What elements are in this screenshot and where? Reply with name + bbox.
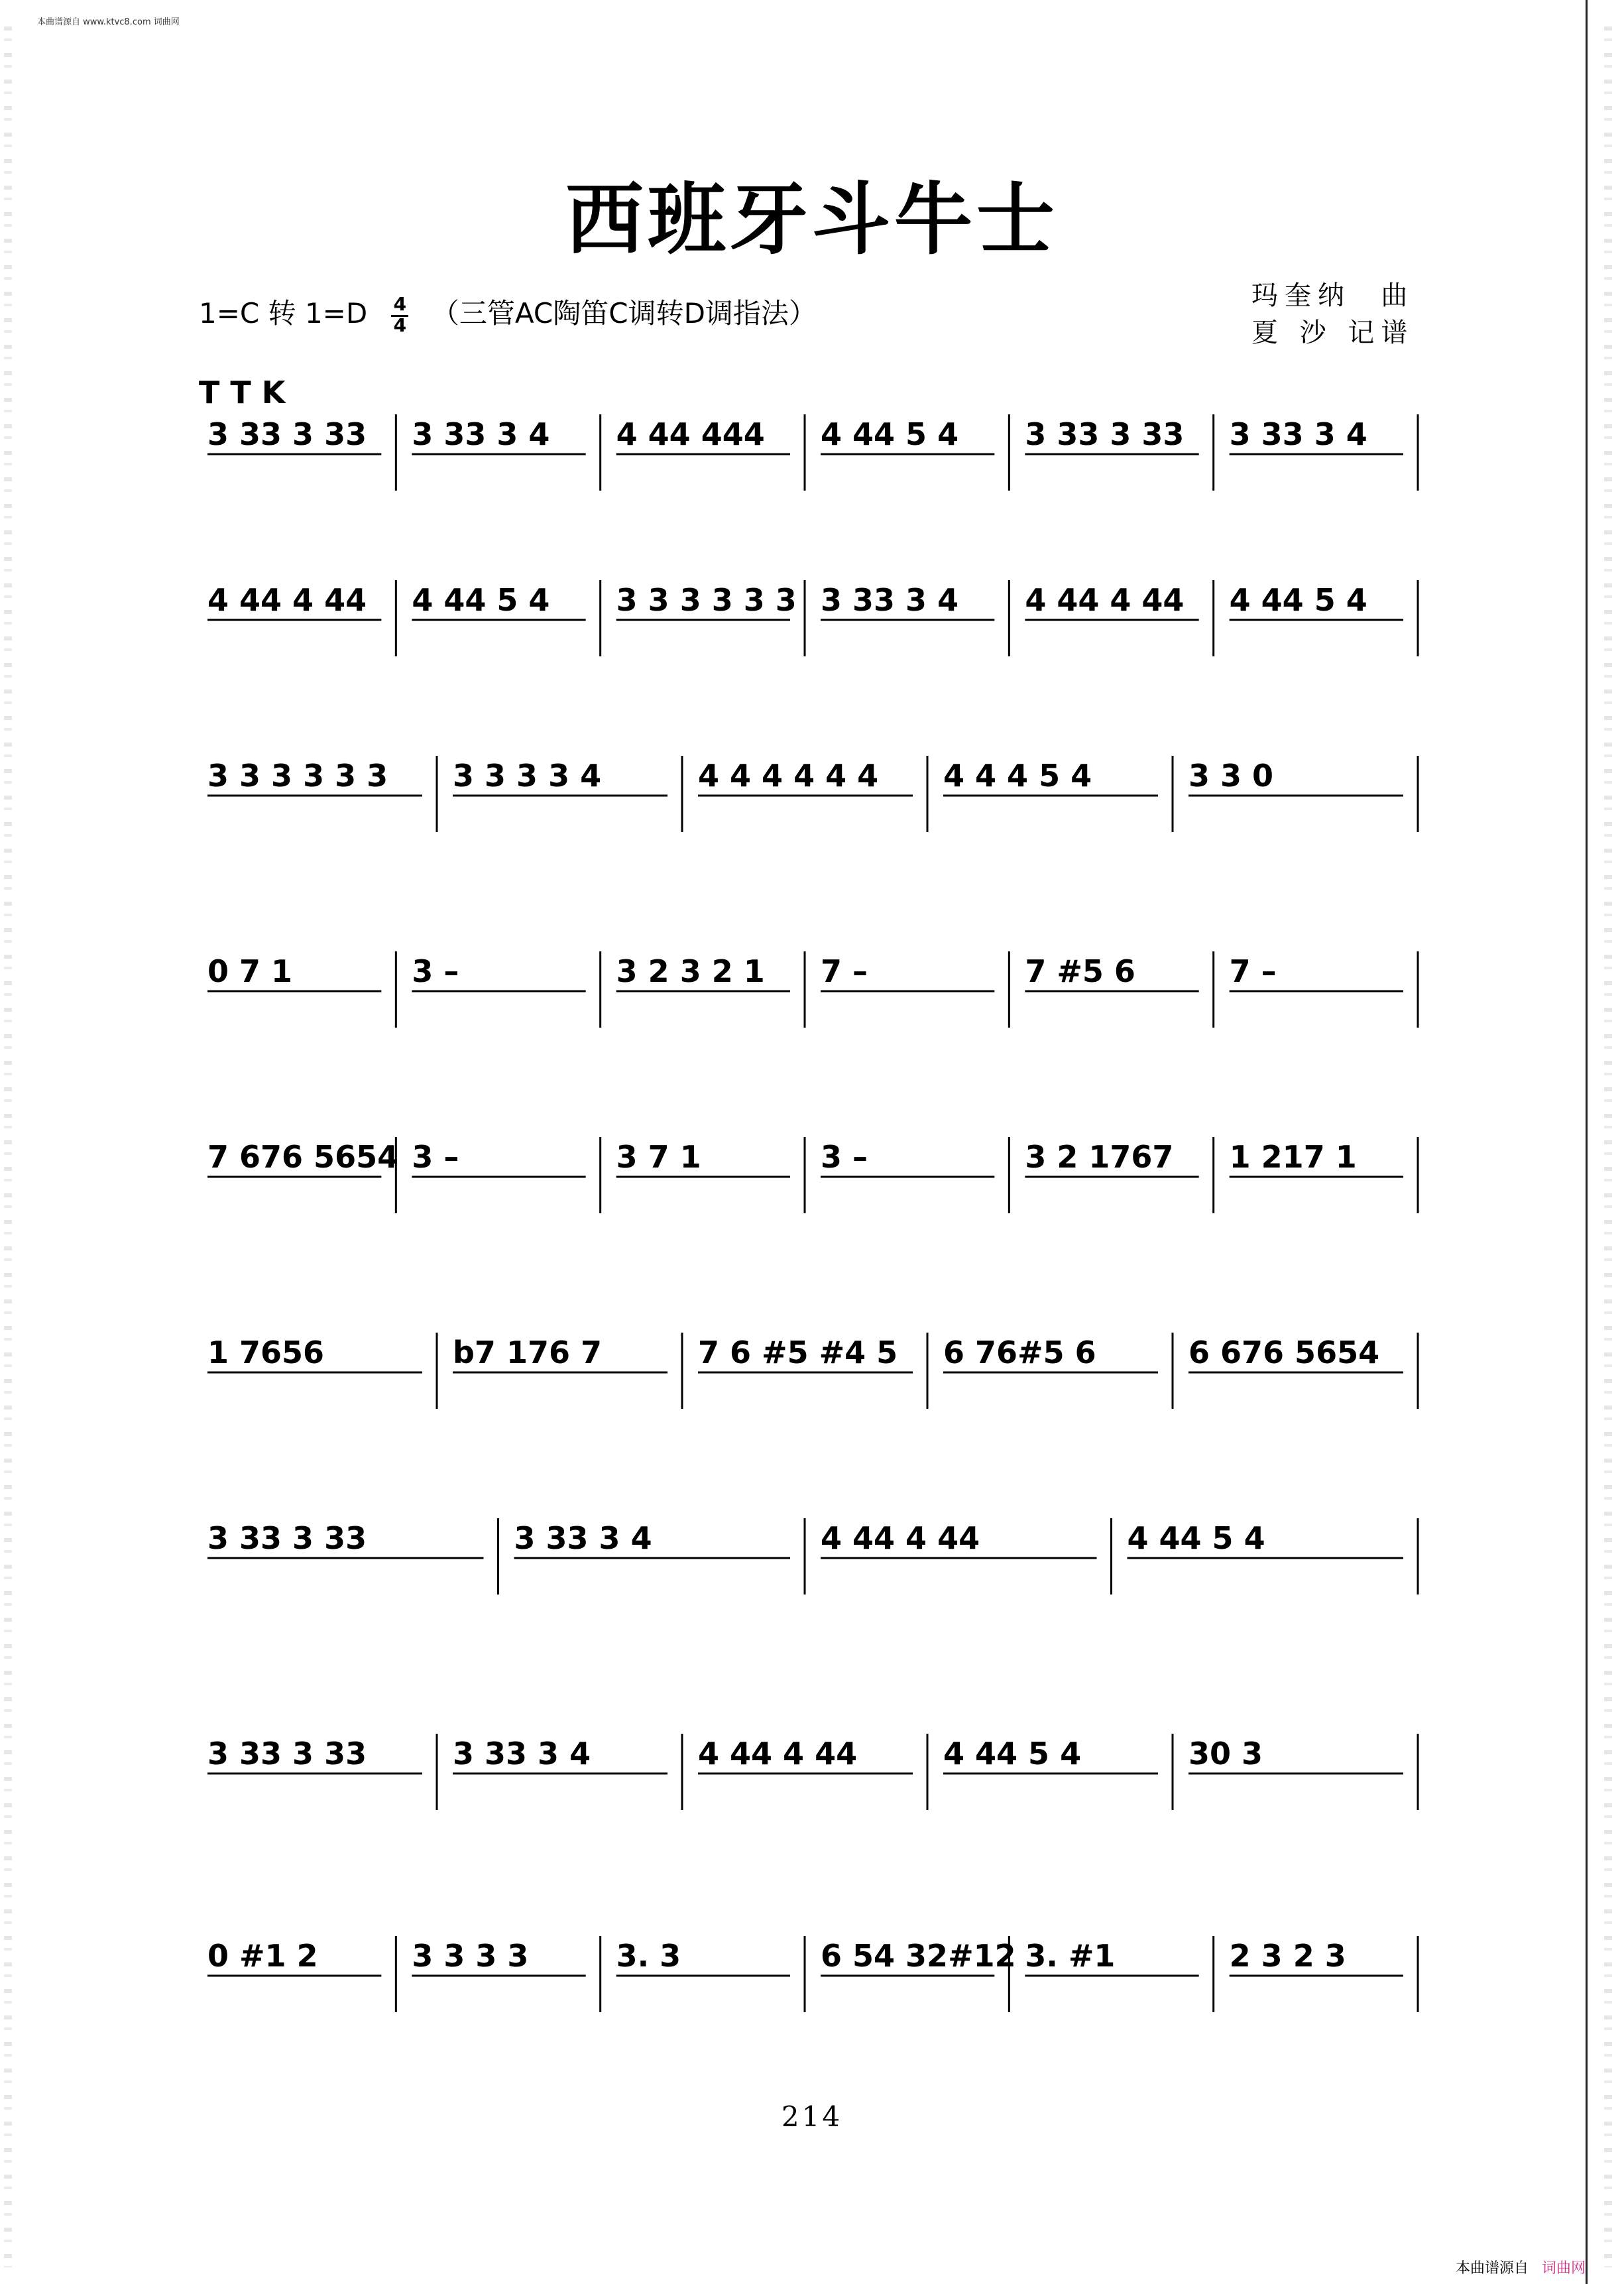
measure-notes: 3 3 0: [1189, 758, 1274, 794]
measure-notes: 4 44 4 44: [698, 1736, 858, 1772]
page-number: 214: [781, 2100, 843, 2133]
measure-notes: 7 676 5654: [207, 1139, 399, 1175]
measure-notes: 3 –: [821, 1139, 868, 1175]
measure-notes: 3 33 3 4: [514, 1520, 652, 1556]
measure-notes: 4 44 5 4: [1229, 582, 1367, 618]
measure-notes: 3 33 3 33: [1025, 416, 1185, 452]
measure-notes: 4 44 4 44: [207, 582, 367, 618]
measure-notes: 4 44 444: [616, 416, 765, 452]
header-source-note: 本曲谱源自 www.ktvc8.com 词曲网: [37, 17, 180, 27]
measure-notes: 6 76#5 6: [943, 1335, 1096, 1370]
measure-notes: 4 44 5 4: [821, 416, 959, 452]
transcriber-credit: 夏 沙 记谱: [1251, 318, 1415, 348]
score-row: [207, 1936, 1418, 2012]
measure-notes: 7 6 #5 #4 5: [698, 1335, 898, 1370]
measure-notes: 3 33 3 4: [412, 416, 550, 452]
time-signature-bottom: 4: [393, 314, 407, 336]
time-signature-top: 4: [393, 292, 407, 315]
score-row: [207, 1137, 1418, 1213]
measure-notes: 4 4 4 5 4: [943, 758, 1092, 794]
song-title: 西班牙斗牛士: [565, 173, 1059, 265]
measure-notes: 3 2 3 2 1: [616, 953, 765, 989]
score-row: [207, 580, 1418, 656]
measure-notes: 1 7656: [207, 1335, 325, 1370]
measure-notes: 3. 3: [616, 1938, 681, 1974]
measure-notes: 3 33 3 33: [207, 416, 367, 452]
articulation-marks: T T K: [199, 375, 286, 410]
measure-notes: 1 217 1: [1229, 1139, 1357, 1175]
measure-notes: 4 44 4 44: [821, 1520, 980, 1556]
measure-notes: 3 2 1767: [1025, 1139, 1174, 1175]
score-row: [207, 1734, 1418, 1810]
measure-notes: 0 7 1: [207, 953, 293, 989]
measure-notes: 6 54 32#12: [821, 1938, 1016, 1974]
score-rows: [207, 414, 1418, 2012]
composer-credit: 玛奎纳 曲: [1251, 280, 1415, 311]
measure-notes: 6 676 5654: [1189, 1335, 1380, 1370]
measure-notes: 3 33 3 4: [1229, 416, 1367, 452]
measure-notes: 3 –: [412, 1139, 459, 1175]
score-row: [207, 756, 1418, 832]
measure-notes: 3 3 3 3: [412, 1938, 529, 1974]
measure-notes: 7 #5 6: [1025, 953, 1135, 989]
measure-notes: 3 3 3 3 3 3: [207, 758, 388, 794]
measure-notes: 4 44 4 44: [1025, 582, 1185, 618]
score-row: [207, 1333, 1418, 1409]
measure-notes: 3 3 3 3 4: [453, 758, 602, 794]
measure-notes: 2 3 2 3: [1229, 1938, 1346, 1974]
measure-notes: 0 #1 2: [207, 1938, 318, 1974]
footer-source-label: 本曲谱源自: [1456, 2260, 1529, 2277]
measure-notes: 4 44 5 4: [943, 1736, 1082, 1772]
measure-notes: 3 33 3 4: [821, 582, 959, 618]
score-row: [207, 951, 1418, 1028]
fingering-note: （三管AC陶笛C调转D调指法）: [431, 297, 817, 330]
footer-site-name: 词曲网: [1542, 2260, 1586, 2277]
measure-notes: 3 –: [412, 953, 459, 989]
measure-notes: 3 33 3 33: [207, 1736, 367, 1772]
score-row: [207, 414, 1418, 491]
measure-notes: 3 33 3 4: [453, 1736, 591, 1772]
score-row: [207, 1518, 1418, 1594]
measure-notes: 4 44 5 4: [1127, 1520, 1265, 1556]
measure-notes: b7 176 7: [453, 1335, 602, 1370]
measure-notes: 4 44 5 4: [412, 582, 550, 618]
measure-notes: 30 3: [1189, 1736, 1263, 1772]
measure-notes: 3. #1: [1025, 1938, 1116, 1974]
measure-notes: 3 33 3 33: [207, 1520, 367, 1556]
measure-notes: 3 3 3 3 3 3: [616, 582, 797, 618]
measure-notes: 3 7 1: [616, 1139, 701, 1175]
footer-source: [1456, 2257, 1586, 2277]
measure-notes: 7 –: [821, 953, 868, 989]
measure-notes: 4 4 4 4 4 4: [698, 758, 879, 794]
key-label: 1=C 转 1=D: [199, 297, 368, 330]
measure-notes: 7 –: [1229, 953, 1277, 989]
